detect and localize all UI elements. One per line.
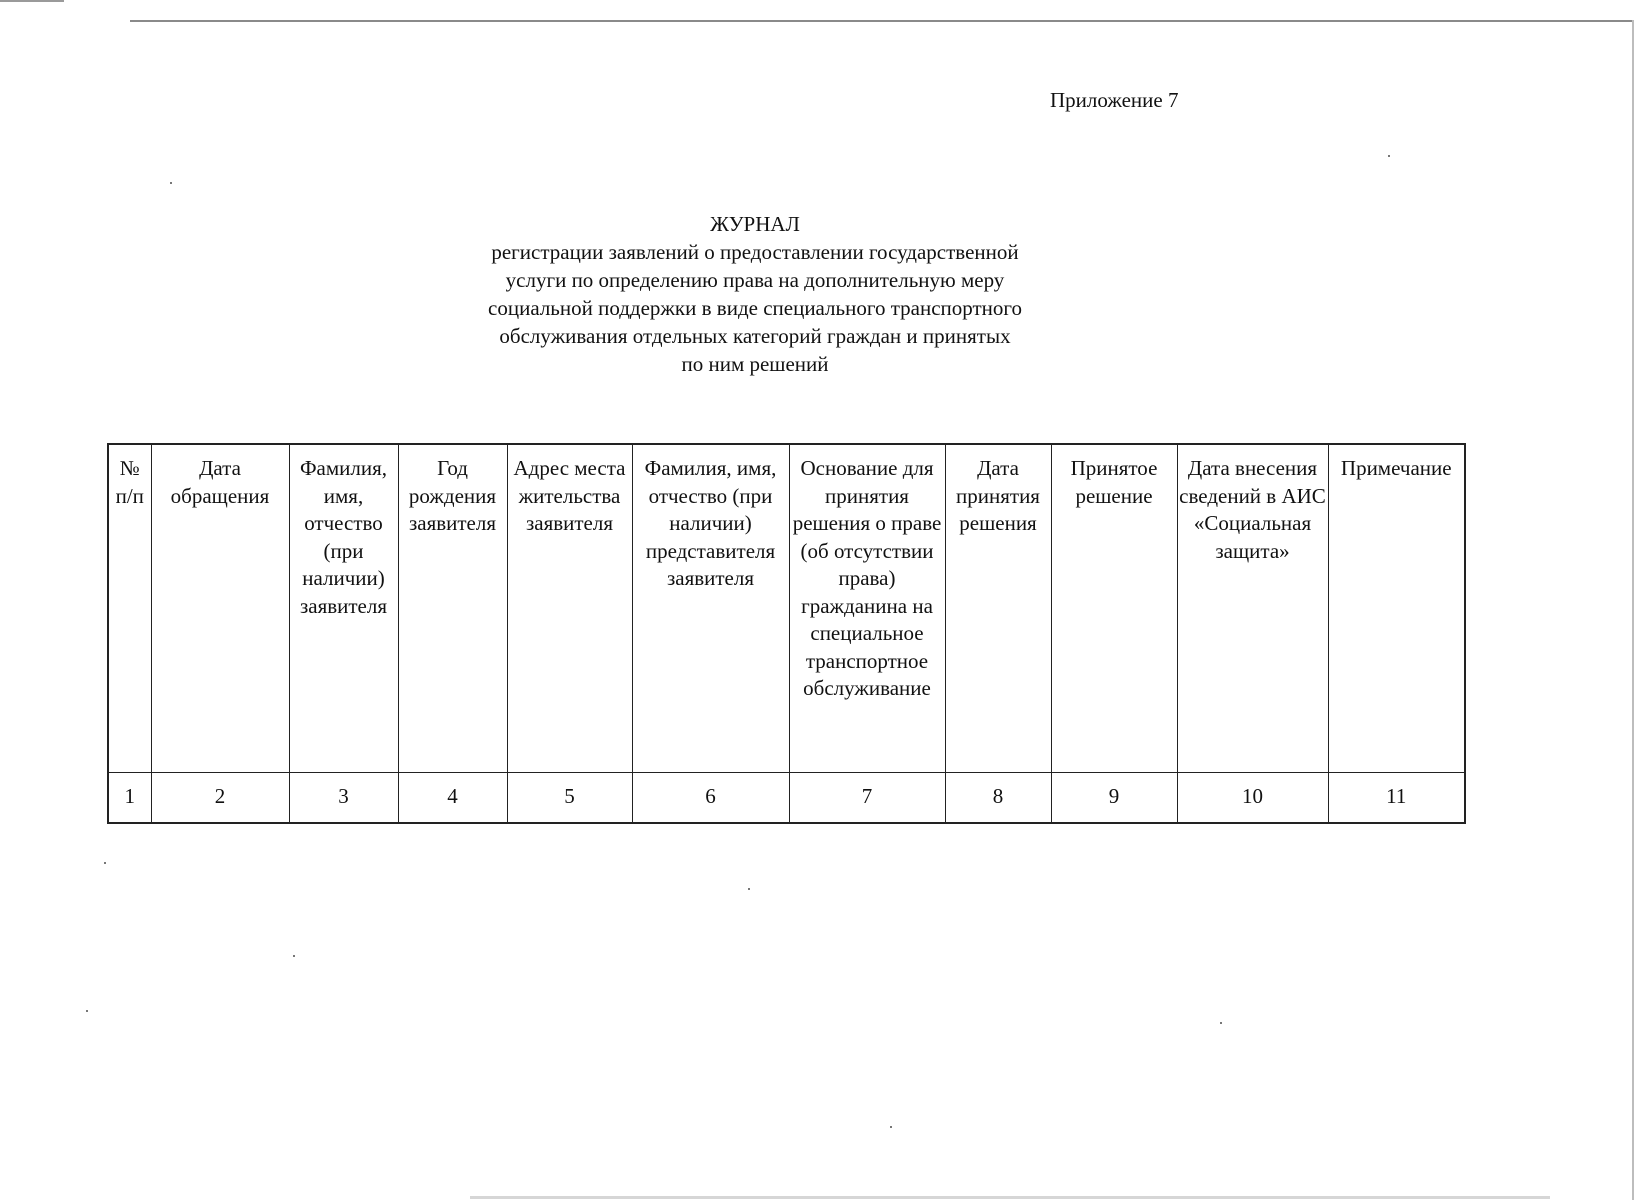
scan-speck bbox=[170, 182, 172, 184]
appendix-label: Приложение 7 bbox=[1050, 88, 1179, 112]
scan-speck bbox=[1220, 1022, 1222, 1024]
scan-speck bbox=[104, 862, 106, 864]
document-title: ЖУРНАЛ bbox=[710, 212, 800, 236]
scan-speck bbox=[86, 1010, 88, 1012]
header-cell-application-date: Дата обращения bbox=[151, 444, 289, 772]
column-number-cell: 3 bbox=[289, 772, 398, 823]
column-number-cell: 10 bbox=[1177, 772, 1328, 823]
document-title-block bbox=[440, 210, 1070, 378]
table-header-row bbox=[108, 444, 1465, 772]
document-subtitle-line: социальной поддержки в виде специального транспортного bbox=[488, 296, 1022, 320]
scan-speck bbox=[890, 1126, 892, 1128]
table-row bbox=[108, 772, 1465, 823]
column-number-cell: 7 bbox=[789, 772, 945, 823]
document-subtitle-line: услуги по определению права на дополнительную меру bbox=[505, 268, 1005, 292]
column-number-cell: 1 bbox=[108, 772, 151, 823]
column-number-cell: 9 bbox=[1051, 772, 1177, 823]
scan-speck bbox=[1388, 155, 1390, 157]
header-cell-decision: Принятое решение bbox=[1051, 444, 1177, 772]
column-number-cell: 11 bbox=[1328, 772, 1465, 823]
header-cell-decision-basis: Основание для принятия решения о праве (об отсутствии права) гражданина на специальное транспортное обслуживание bbox=[789, 444, 945, 772]
header-cell-decision-date: Дата принятия решения bbox=[945, 444, 1051, 772]
scan-edge-top bbox=[130, 20, 1634, 22]
column-number-cell: 8 bbox=[945, 772, 1051, 823]
header-cell-birth-year: Год рождения заявителя bbox=[398, 444, 507, 772]
scan-edge-top-left bbox=[0, 0, 64, 2]
document-subtitle-line: регистрации заявлений о предоставлении государственной bbox=[491, 240, 1019, 264]
journal-table bbox=[107, 443, 1466, 824]
scan-edge-bottom bbox=[470, 1196, 1550, 1199]
scan-speck bbox=[748, 888, 750, 890]
document-subtitle-line: обслуживания отдельных категорий граждан и принятых bbox=[499, 324, 1011, 348]
column-number-cell: 2 bbox=[151, 772, 289, 823]
column-number-cell: 5 bbox=[507, 772, 632, 823]
header-cell-number: № п/п bbox=[108, 444, 151, 772]
header-cell-representative-name: Фамилия, имя, отчество (при наличии) представителя заявителя bbox=[632, 444, 789, 772]
document-subtitle-line: по ним решений bbox=[681, 352, 829, 376]
header-cell-ais-entry-date: Дата внесения сведений в АИС «Социальная защита» bbox=[1177, 444, 1328, 772]
header-cell-address: Адрес места жительства заявителя bbox=[507, 444, 632, 772]
column-number-cell: 6 bbox=[632, 772, 789, 823]
column-number-cell: 4 bbox=[398, 772, 507, 823]
scan-speck bbox=[293, 955, 295, 957]
header-cell-note: Примечание bbox=[1328, 444, 1465, 772]
header-cell-applicant-name: Фамилия, имя, отчество (при наличии) заявителя bbox=[289, 444, 398, 772]
